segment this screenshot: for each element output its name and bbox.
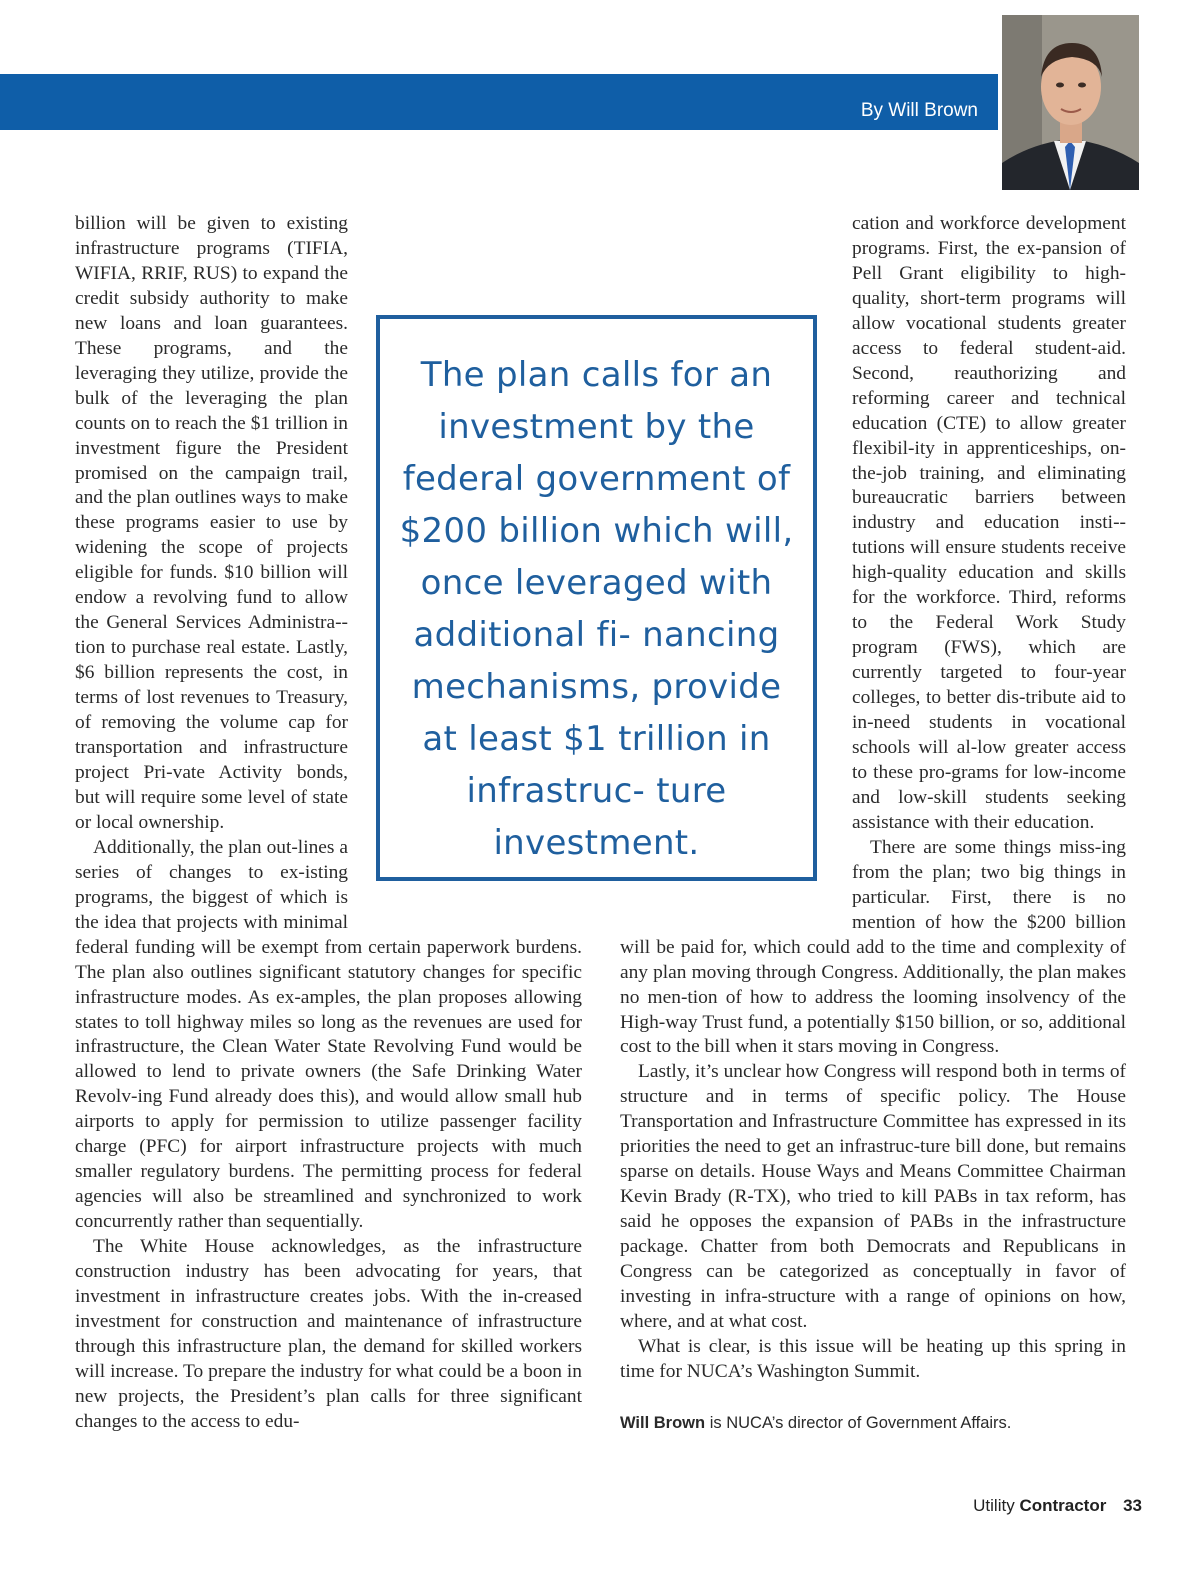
right-paragraph-4: What is clear, is this issue will be heating up this spring in time for NUCA’s Washington Summit. [620,1335,1126,1382]
byline-band [0,74,998,130]
author-name: Will Brown [620,1413,706,1432]
author-photo [1002,15,1139,190]
right-paragraph-1: cation and workforce development programs. First, the ex-pansion of Pell Grant eligibility to high-quality, short-term programs will allow vocational students greater access to federal student-aid. Second, reauthorizing and reforming career and technical education (CTE) to allow greater flexibil-ity in apprenticeships, on-the-job training, and eliminating bureaucratic barriers between industry and education insti-tutions will ensure students receive high-quality education and skills for the workforce. Third, reforms to the Federal Work Study program (FWS), which are currently targeted to four-year colleges, to better dis-tribute aid to in-need students in vocational schools will al-low greater access to these pro-grams for low-income and low-skill students seeking assistance with their education. [852,213,1126,833]
pullquote-box [376,315,817,881]
right-paragraph-3: Lastly, it’s unclear how Congress will respond both in terms of structure and in terms of specific policy. The House Transportation and Infrastructure Committee has expressed in its priorities the need to get an infrastruc-ture bill done, but remains sparse on details. House Ways and Means Committee Chairman Kevin Brady (R-TX), who tried to kill PABs in tax reform, has said he opposes the expansion of PABs in the infrastructure package. Chatter from both Democrats and Republicans in Congress can be categorized as conceptually in favor of investing in infra-structure with a range of opinions on how, where, and at what cost. [620,1061,1126,1332]
author-description: is NUCA’s director of Government Affairs. [705,1413,1012,1432]
pullquote-text: The plan calls for an investment by the federal government of $200 billion which will, once leveraged with additional fi- nancing mechanisms, provide at least $1 trillion in infrastruc- ture investment. [399,355,794,863]
left-paragraph-1: billion will be given to existing infrastructure programs (TIFIA, WIFIA, RRIF, RUS) to expand the credit subsidy authority to make new loans and loan guarantees. These programs, and the leveraging they utilize, provide the bulk of the leveraging the plan counts on to reach the $1 trillion in investment figure the President promised on the campaign trail, and the plan outlines ways to make these programs easier to use by widening the scope of projects eligible for funds. $10 billion will endow a revolving fund to allow the General Services Administra-tion to purchase real estate. Lastly, $6 billion represents the cost, in terms of lost revenues to Treasury, of removing the volume cap for transportation and infrastructure project Pri-vate Activity bonds, but will require some level of state or local ownership. [75,213,348,833]
right-paragraph-2: There are some things miss-ing from the plan; two big things in particular. First, there is no mention of how the $200 billion will be paid for, which could add to the time and complexity of any plan moving through Congress. Additionally, the plan makes no men-tion of how to address the looming insolvency of the High-way Trust fund, a potentially $150 billion, or so, additional cost to the bill when it stars moving in Congress. [620,836,1126,1058]
author-portrait-icon [1002,15,1139,190]
magazine-name-part2: Contractor [1019,1496,1107,1515]
left-paragraph-2: Additionally, the plan out-lines a series of changes to ex-isting programs, the biggest of which is the idea that projects with minimal federal funding will be exempt from certain paperwork burdens. The plan also outlines significant statutory changes for specific infrastructure modes. As ex-amples, the plan proposes allowing states to toll highway miles so long as the revenues are used for infrastructure, the Clean Water State Revolving Fund would be allowed to lend to private owners (the Safe Drinking Water Revolv-ing Fund already does this), and would allow small hub airports to apply for permission to utilize passenger facility charge (PFC) for airport infrastructure projects with much smaller regulatory burdens. The permitting process for federal agencies will also be streamlined and synchronized to work concurrently rather than sequentially. [75,836,582,1233]
author-note [620,1411,1126,1436]
page-footer [973,1496,1142,1516]
magazine-name-part1: Utility [973,1496,1015,1515]
page-number: 33 [1123,1496,1142,1515]
byline: By Will Brown [860,100,978,121]
left-paragraph-3: The White House acknowledges, as the infrastructure construction industry has been advocating for years, that investment in infrastructure creates jobs. With the in-creased investment for construction and maintenance of infrastructure through this infrastructure plan, the demand for skilled workers will increase. To prepare the industry for what could be a boon in new projects, the President’s plan calls for three significant changes to the access to edu- [75,1236,582,1432]
